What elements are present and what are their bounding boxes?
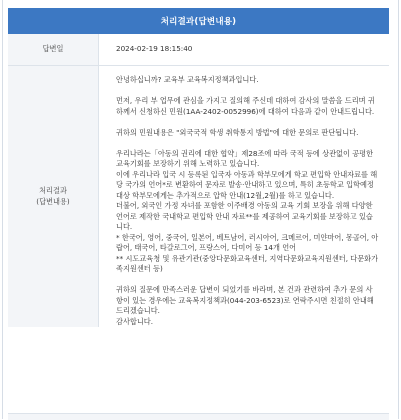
answer-date-row — [8, 34, 389, 66]
answer-closing: 귀하의 질문에 만족스러운 답변이 되었기를 바라며, 본 건과 관련하여 추가 문의 사항이 있는 경우에는 교육복지정책과(044-203-6523)로 연락주시면 친절히 안내해 드리겠습니다. 감사합니다. — [116, 285, 374, 326]
answer-date-value: 2024-02-19 18:15:40 — [99, 34, 390, 66]
answer-intro: 먼저, 우리 부 업무에 관심을 가지고 질의해 주신데 대하여 감사의 말씀을 드리며 귀하께서 신청하신 민원(1AA-2402-0052996)에 대하여 다음과 같이 안내드립니다. — [116, 96, 375, 116]
answer-content-label-line1: 처리결과 — [39, 186, 67, 195]
answer-content-label-line2: (답변내용) — [36, 196, 70, 206]
answer-content-row — [8, 66, 389, 328]
answer-greeting: 안녕하십니까? 교육부 교육복지정책과입니다. — [116, 75, 259, 84]
section-header — [8, 8, 389, 34]
result-table — [8, 34, 389, 327]
answer-date-label: 답변일 — [8, 34, 99, 66]
answer-content — [99, 66, 390, 328]
answer-body: 우리나라는「아동의 권리에 대한 협약」제28조에 따라 국적 등에 상관없이 공평한 교육기회를 보장하기 위해 노력하고 있습니다. 이에 우리나라 입국 시 등록된 입국자 아동과 학부모에게 학교 편입학 안내자료를 해당 국가의 언어*로 변환하여 문자로 발송·안내하고 있으며, 특히 초등학교 입학예정 대상 학부모에게는 추가적으로 압학 안내(12월,2월)를 하고 있습니다. 더불어, 외국인 가정 자녀를 포함한 이주배경 아동의 교육 기회 보장을 위해 다양한 언어로 제작한 국내학교 편입학 안내 자료**를 제공하여 교육기회를 보장하고 있습니다. * 한국어, 영어, 중국어, 일본어, 베트남어, 러시아어, 크메르어, 미얀마어, 몽골어, 아랍어, 태국어, 타갈로그어, 프랑스어, 다미어 등 14개 언어 ** 시도교육청 및 유관기관(중앙다문화교육센터, 지역다문화교육지원센터, 다문화가족지원센터 등) — [116, 148, 379, 273]
answer-content-label — [8, 66, 99, 328]
section-title: 처리결과(답변내용) — [160, 17, 237, 27]
answer-summary: 귀하의 민원내용은 "외국국적 학생 취학통지 방법"에 대한 문의로 판단됩니다. — [116, 127, 359, 137]
